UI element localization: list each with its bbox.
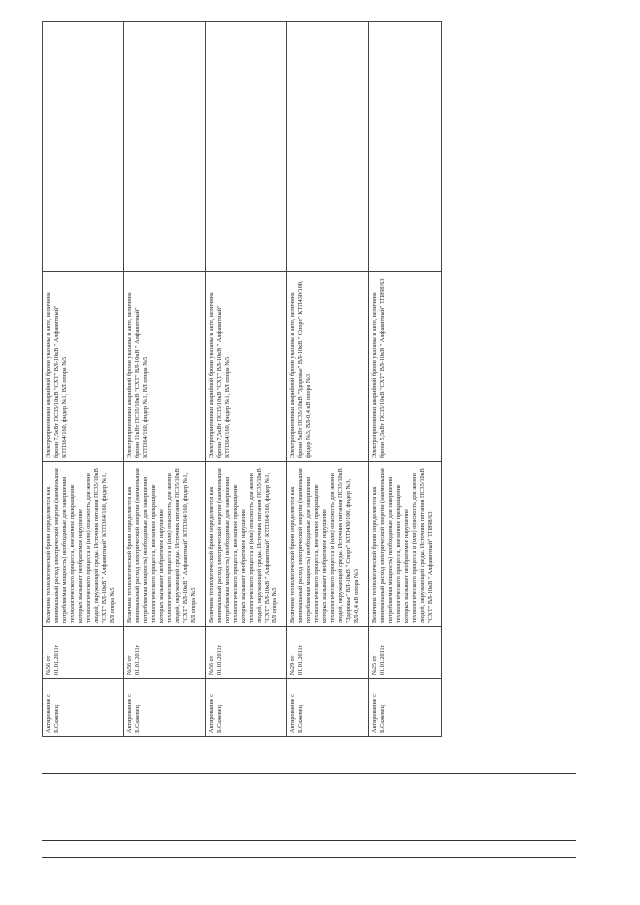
horizontal-rule-top bbox=[42, 773, 576, 774]
cell-emergency-reserve: Электроприемники аварийной брони указаны в акте, величина брони 5кВт ПС35/10кВ "Здоровье" ВЛ-10кВ " Спорт" КТП430/100, фидер №3, ВЛ-0,4 кВ опора №3 bbox=[287, 272, 368, 462]
horizontal-rule-bottom bbox=[42, 857, 576, 858]
table-row bbox=[43, 22, 124, 737]
cell-act-number: №56 от 01.01.2011г bbox=[205, 627, 286, 679]
cell-tech-reserve: Величина технологической брони определяется как минимальный расход электрической энергии (наименьшая потребляемая мощность) необходимые для завершения технологического процесса, внезапное прекращение которых вызывает необратимое нарушение технологического процесса и (или) опасность для жизни людей, окружающей среды. Источник питания ПС35/10кВ "Здоровье" ВЛ-10кВ " Спорт" КТП430/100, фидер №3, ВЛ-0,4 кВ опора №3 bbox=[287, 462, 368, 627]
cell-emergency-reserve: Электроприемники аварийной брони указаны в акте, величина брони 7,5кВт ПС35/10кВ "СХТ" ВЛ-10кВ " Алфавитный" КТП364/160, фидер №1, ВЛ опора №5 bbox=[43, 272, 124, 462]
cell-emergency-reserve: Электроприемники аварийной брони указаны в акте, величина брони 7,5кВт ПС35/10кВ "СХТ" ВЛ-10кВ " Алфавитный" КТП364/160, фидер №1, ВЛ опора №5 bbox=[205, 272, 286, 462]
cell-tech-reserve: Величина технологической брони определяется как минимальный расход электрической энергии (наименьшая потребляемая мощность) необходимые для завершения технологического процесса, внезапное прекращение которых вызывает необратимое нарушение технологического процесса и (или) опасность для жизни людей, окружающей среды. Источник питания ПС35/10кВ "СХТ" ВЛ-10кВ " Алфавитный" КТП364/160, фидер №1, ВЛ опора №5 bbox=[205, 462, 286, 627]
cell-emergency-reserve: Электроприемники аварийной брони указаны в акте, величина брони 11кВт ПС35/10кВ "СХТ" ВЛ-10кВ " Алфавитный" КТП364/160, фидер №1, ВЛ опора №5 bbox=[124, 272, 205, 462]
table-row bbox=[368, 22, 441, 737]
cell-empty bbox=[124, 22, 205, 272]
horizontal-rule-middle bbox=[42, 840, 576, 841]
electricity-reserve-table bbox=[42, 21, 442, 737]
table-row bbox=[287, 22, 368, 737]
cell-act-number: №56 от 01.01.2011г bbox=[124, 627, 205, 679]
cell-act-number: №25 от 01.01.2011г bbox=[368, 627, 441, 679]
cell-act-type: Актирование с Б.Сажевец bbox=[287, 679, 368, 737]
cell-empty bbox=[368, 22, 441, 272]
cell-act-type: Актирование с Б.Сажевец bbox=[43, 679, 124, 737]
cell-act-type: Актирование с Б.Сажевец bbox=[368, 679, 441, 737]
cell-tech-reserve: Величина технологической брони определяется как минимальный расход электрической энергии (наименьшая потребляемая мощность) необходимые для завершения технологического процесса, внезапное прекращение которых вызывает необратимое нарушение технологического процесса и (или) опасность для жизни людей, окружающей среды. Источник питания ПС35/10кВ "СХТ" ВЛ-10кВ " Алфавитный" КТП364/160, фидер №1, ВЛ опора №5 bbox=[43, 462, 124, 627]
cell-act-type: Актирование с Б.Сажевец bbox=[124, 679, 205, 737]
table-row bbox=[205, 22, 286, 737]
cell-act-type: Актирование с Б.Сажевец bbox=[205, 679, 286, 737]
cell-tech-reserve: Величина технологической брони определяется как минимальный расход электрической энергии (наименьшая потребляемая мощность) необходимые для завершения технологического процесса, внезапное прекращение которых вызывает необратимое нарушение технологического процесса и (или) опасность для жизни людей, окружающей среды. Источник питания ПС35/10кВ "СХТ" ВЛ-10кВ " Алфавитный" ТП898/63 bbox=[368, 462, 441, 627]
cell-act-number: №56 от 01.01.2011г bbox=[43, 627, 124, 679]
cell-empty bbox=[205, 22, 286, 272]
cell-act-number: №29 от 01.01.2011г bbox=[287, 627, 368, 679]
rotated-table-container bbox=[42, 22, 442, 737]
cell-emergency-reserve: Электроприемники аварийной брони указаны в акте, величина брони 5,5кВт ПС35/10кВ "СХТ" ВЛ-10кВ " Алфавитный" ТП898/63 bbox=[368, 272, 441, 462]
cell-empty bbox=[43, 22, 124, 272]
cell-tech-reserve: Величина технологической брони определяется как минимальный расход электрической энергии (наименьшая потребляемая мощность) необходимые для завершения технологического процесса, внезапное прекращение которых вызывает необратимое нарушение технологического процесса и (или) опасность для жизни людей, окружающей среды. Источник питания ПС35/10кВ "СХТ" ВЛ-10кВ " Алфавитный" КТП364/160, фидер №1, ВЛ опора №5 bbox=[124, 462, 205, 627]
table-row bbox=[124, 22, 205, 737]
cell-empty bbox=[287, 22, 368, 272]
